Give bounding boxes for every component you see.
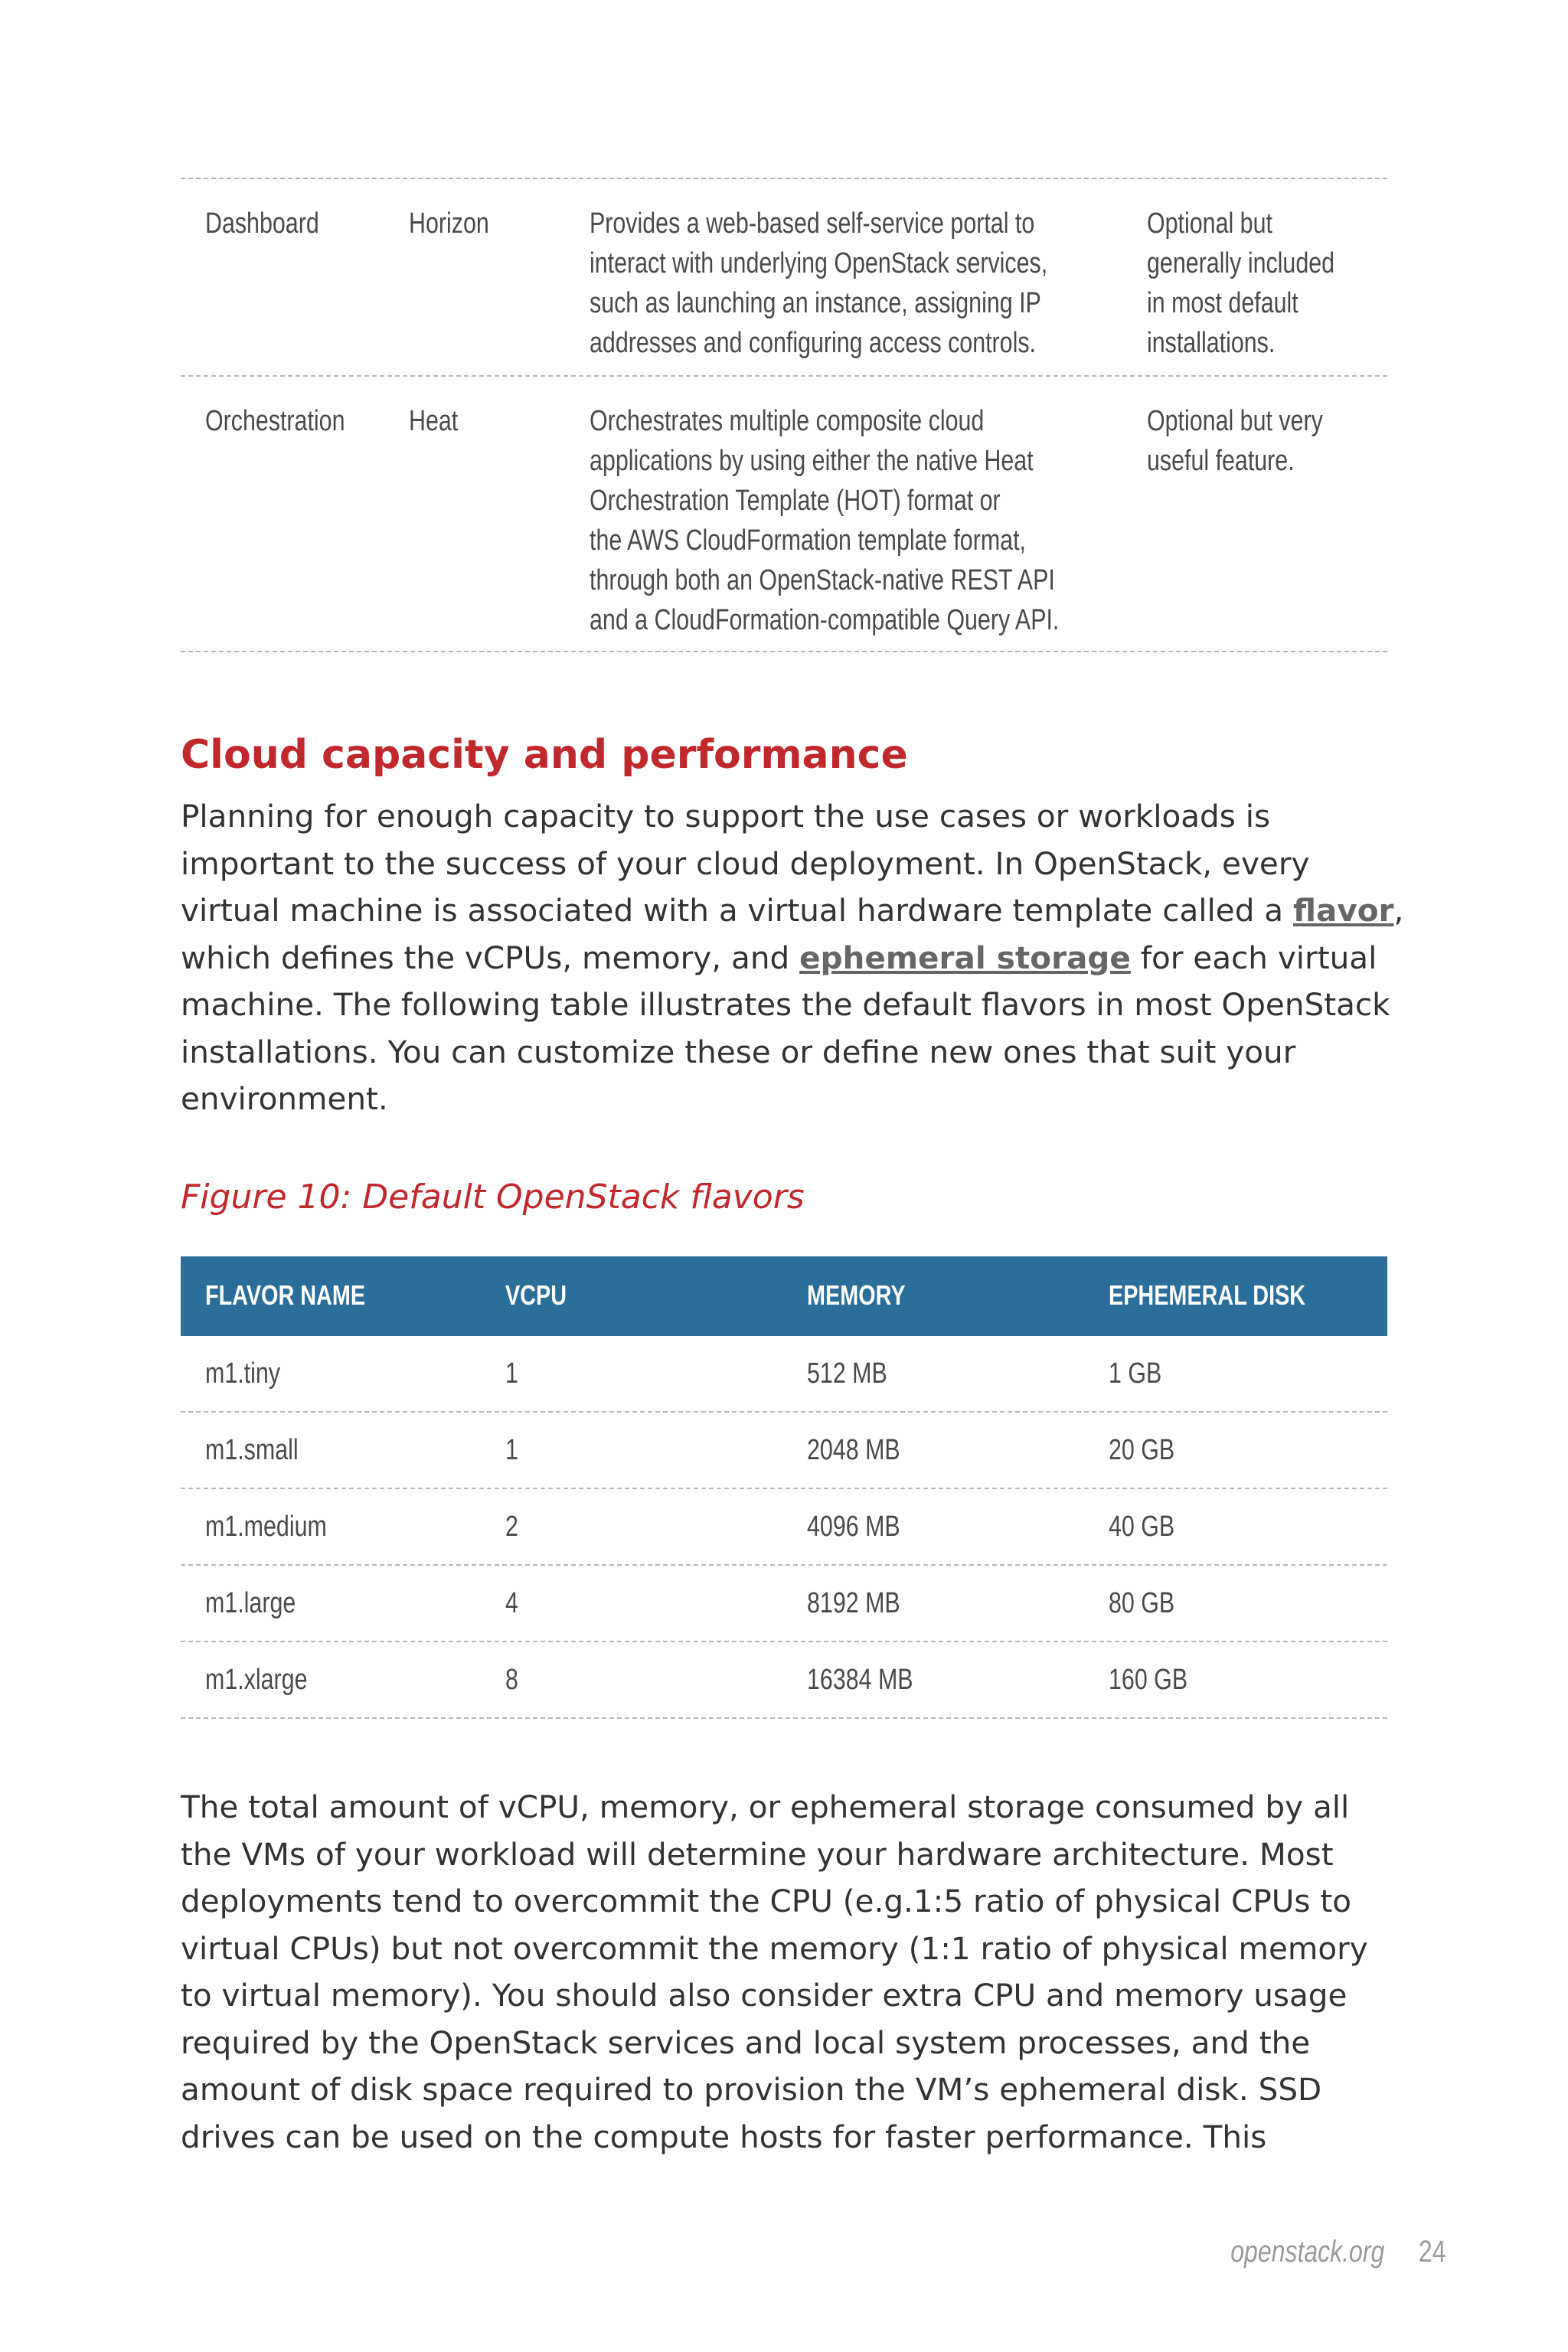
page-number: 24 — [1418, 2235, 1446, 2269]
service-description: Orchestrates multiple composite cloud applications by using either the native Heat Orchestration Template (HOT) format or the AWS CloudFormation template format, through both an OpenStack-native REST API and a CloudFormation-compatible Query API. — [590, 405, 1060, 636]
body-paragraph: The total amount of vCPU, memory, or ephemeral storage consumed by all the VMs of your workload will determine your hardware architecture. Most deployments tend to overcommit the CPU (e.g.1:5 ratio of physical CPUs to virtual CPUs) but not overcommit the memory (1:1 ratio of physical memory to virtual memory). You should also consider extra CPU and memory usage required by the OpenStack services and local system processes, and the amount of disk space required to provision the VM’s ephemeral disk. SSD drives can be used on the compute hosts for faster performance. This — [181, 1788, 1368, 2155]
table-row: m1.small 1 2048 MB 20 GB — [181, 1413, 1387, 1489]
header-memory: MEMORY — [807, 1279, 906, 1311]
table-row — [181, 377, 1387, 652]
body-paragraph: Planning for enough capacity to support the use cases or workloads is important to the success of your cloud deployment. In OpenStack, every virtual machine is associated with a virtual hardware template called a flavor, which defines the vCPUs, memory, and ephemeral storage for each virtual machine. The following table illustrates the default flavors in most OpenStack installations. You can customize these or define new ones that suit your environment. — [181, 798, 1404, 1117]
table-row: m1.xlarge 8 16384 MB 160 GB — [181, 1642, 1387, 1719]
service-name: Dashboard — [205, 207, 319, 240]
flavors-table — [181, 1256, 1387, 1719]
project-name: Heat — [409, 405, 459, 437]
table-row: m1.medium 2 4096 MB 40 GB — [181, 1489, 1387, 1566]
service-description: Provides a web-based self-service portal to interact with underlying OpenStack services, such as launching an instance, assigning IP addresses and configuring access controls. — [590, 207, 1048, 359]
service-notes: Optional but very useful feature. — [1147, 405, 1323, 477]
service-notes: Optional but generally included in most default installations. — [1147, 207, 1335, 359]
section-title: Cloud capacity and performance — [181, 732, 908, 778]
header-vcpu: VCPU — [505, 1279, 567, 1311]
footer-site: openstack.org — [1230, 2235, 1384, 2269]
table-header — [181, 1256, 1387, 1336]
header-flavor-name: FLAVOR NAME — [205, 1279, 366, 1311]
header-ephemeral-disk: EPHEMERAL DISK — [1109, 1279, 1306, 1311]
ephemeral-storage-link[interactable]: ephemeral storage — [799, 939, 1131, 976]
table-row: m1.tiny 1 512 MB 1 GB — [181, 1336, 1387, 1413]
service-name: Orchestration — [205, 405, 345, 437]
figure-caption: Figure 10: Default OpenStack flavors — [181, 1178, 805, 1217]
project-name: Horizon — [409, 207, 489, 240]
table-row: m1.large 4 8192 MB 80 GB — [181, 1566, 1387, 1642]
page-footer — [1230, 2234, 1455, 2277]
table-row — [181, 179, 1387, 377]
flavor-link[interactable]: flavor — [1292, 892, 1394, 929]
components-table — [181, 178, 1387, 652]
